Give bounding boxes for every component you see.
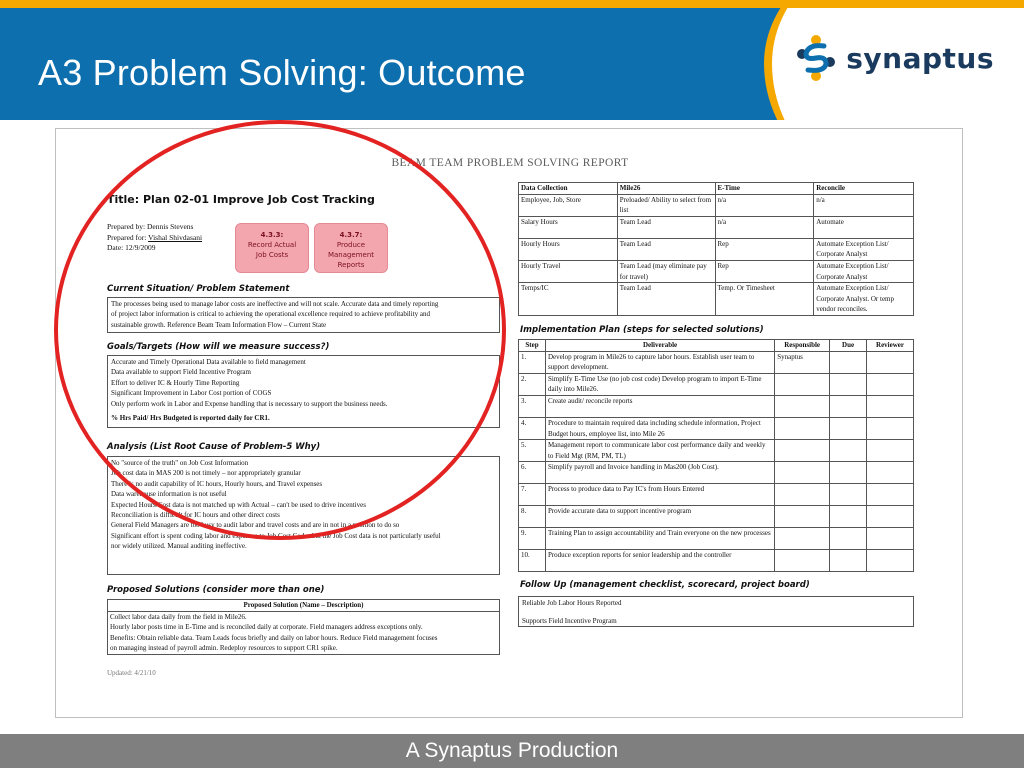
slide-title: A3 Problem Solving: Outcome <box>38 52 526 93</box>
table-row: 6. Simplify payroll and Invoice handling in Mas200 (Job Cost). <box>519 462 914 484</box>
proposed-heading: Proposed Solutions (consider more than one) <box>107 585 325 595</box>
prepared-for: Prepared for: Vishal Shivdasani <box>107 232 203 242</box>
slide-header <box>0 8 1024 120</box>
table-row: Temps/IC Team Lead Temp. Or Timesheet Automate Exception List/ Corporate Analyst. Or temp vendor reconciles. <box>519 283 914 316</box>
follow-up-heading: Follow Up (management checklist, scorecard, project board) <box>520 580 810 590</box>
table-row: Employee, Job, Store Preloaded/ Ability to select from list n/a n/a <box>519 194 914 216</box>
table-row: 4. Procedure to maintain required data including schedule information, Project Budget hours, employee list, into Mile 26 <box>519 417 914 439</box>
header-accent-strip <box>0 0 1024 8</box>
table-row: 1. Develop program in Mile26 to capture labor hours. Establish user team to support development. Synaptus <box>519 351 914 373</box>
table-header-row: Step Deliverable Responsible Due Reviewer <box>519 340 914 352</box>
updated-date: Updated: 4/21/10 <box>107 669 156 677</box>
implementation-heading: Implementation Plan (steps for selected solutions) <box>520 325 764 335</box>
prepared-for-name: Vishal Shivdasani <box>148 232 203 242</box>
brand-name: synaptus <box>846 41 994 75</box>
table-header-row: Data Collection Mile26 E-Time Reconcile <box>519 183 914 195</box>
analysis-box: No "source of the truth" on Job Cost Information Job cost data in MAS 200 is not timely – nor appropriately granular There is no audit capability of IC hours, Hourly hours, and Travel expenses Data warehouse information is not useful Expected Hours/Cost data is not matched up with Actual – can't be used to drive incentives Reconciliation is difficult for IC hours and other direct costs General Field Managers are too busy to audit labor and travel costs and are in not in a position to do so Significant effort is spent coding labor and expenses to Job Cost Codes but the Job Cost data is not particularly useful nor widely utilized. Manual auditing ineffective. <box>107 456 500 575</box>
goals-heading: Goals/Targets (How will we measure success?) <box>107 342 330 352</box>
report-document <box>55 128 963 718</box>
proposed-column-header: Proposed Solution (Name – Description) <box>108 600 500 612</box>
table-row: Hourly Hours Team Lead Rep Automate Exception List/ Corporate Analyst <box>519 238 914 260</box>
slide-footer: A Synaptus Production <box>0 734 1024 768</box>
table-row: 3. Create audit/ reconcile reports <box>519 395 914 417</box>
table-row: 7. Process to produce data to Pay IC's from Hours Entered <box>519 484 914 506</box>
badge-record-actual-job-costs: 4.3.3: Record Actual Job Costs <box>235 223 309 273</box>
synaptus-s-logo-icon <box>794 34 838 82</box>
table-row: 10. Produce exception reports for senior leadership and the controller <box>519 550 914 572</box>
brand-logo <box>794 34 994 82</box>
table-row: 5. Management report to communicate labor cost performance daily and weekly to Field Mgt (RM, PM, TL) <box>519 440 914 462</box>
report-date: Date: 12/9/2009 <box>107 243 156 252</box>
report-title: BEAM TEAM PROBLEM SOLVING REPORT <box>391 157 629 169</box>
badge-produce-management-reports: 4.3.7: Produce Management Reports <box>314 223 388 273</box>
table-row: 9. Training Plan to assign accountability and Train everyone on the new processes <box>519 528 914 550</box>
data-collection-table <box>518 182 914 316</box>
table-row: 2. Simplify E-Time Use (no job cost code) Develop program to import E-Time daily into Mile26. <box>519 373 914 395</box>
table-row: Hourly Travel Team Lead (may eliminate pay for travel) Rep Automate Exception List/ Corporate Analyst <box>519 260 914 282</box>
follow-up-box: Reliable Job Labor Hours Reported Supports Field Incentive Program <box>518 596 914 627</box>
current-situation-box: The processes being used to manage labor costs are ineffective and will not scale. Accurate data and timely reporting of project labor information is critical to achieving the operational excellence required to achieve profitability and sustainable growth. Reference Beam Team Information Flow – Current State <box>107 297 500 333</box>
plan-title: Title: Plan 02-01 Improve Job Cost Tracking <box>107 193 375 206</box>
table-row: Salary Hours Team Lead n/a Automate <box>519 216 914 238</box>
proposed-solution-table <box>107 599 500 655</box>
prepared-info <box>107 222 202 254</box>
proposed-solution-cell: Collect labor data daily from the field in Mile26. Hourly labor posts time in E-Time and is reconciled daily at corporate. Field managers address exceptions only. Benefits: Obtain reliable data. Team Leads focus briefly and daily on labor hours. Reduce Field management focuses on managing instead of payroll admin. Redeploy resources to support CR1 spike. <box>108 611 500 654</box>
implementation-table <box>518 339 914 572</box>
goals-box: Accurate and Timely Operational Data available to field management Data available to support Field Incentive Program Effort to deliver IC & Hourly Time Reporting Significant Improvement in Labor Cost portion of COGS Only perform work in Labor and Expense handling that is necessary to support the business needs. % Hrs Paid/ Hrs Budgeted is reported daily for CR1. <box>107 355 500 428</box>
prepared-by: Prepared by: Dennis Stevens <box>107 222 194 231</box>
table-row: 8. Provide accurate data to support incentive program <box>519 506 914 528</box>
analysis-heading: Analysis (List Root Cause of Problem-5 Why) <box>107 442 321 452</box>
current-situation-heading: Current Situation/ Problem Statement <box>107 284 290 294</box>
